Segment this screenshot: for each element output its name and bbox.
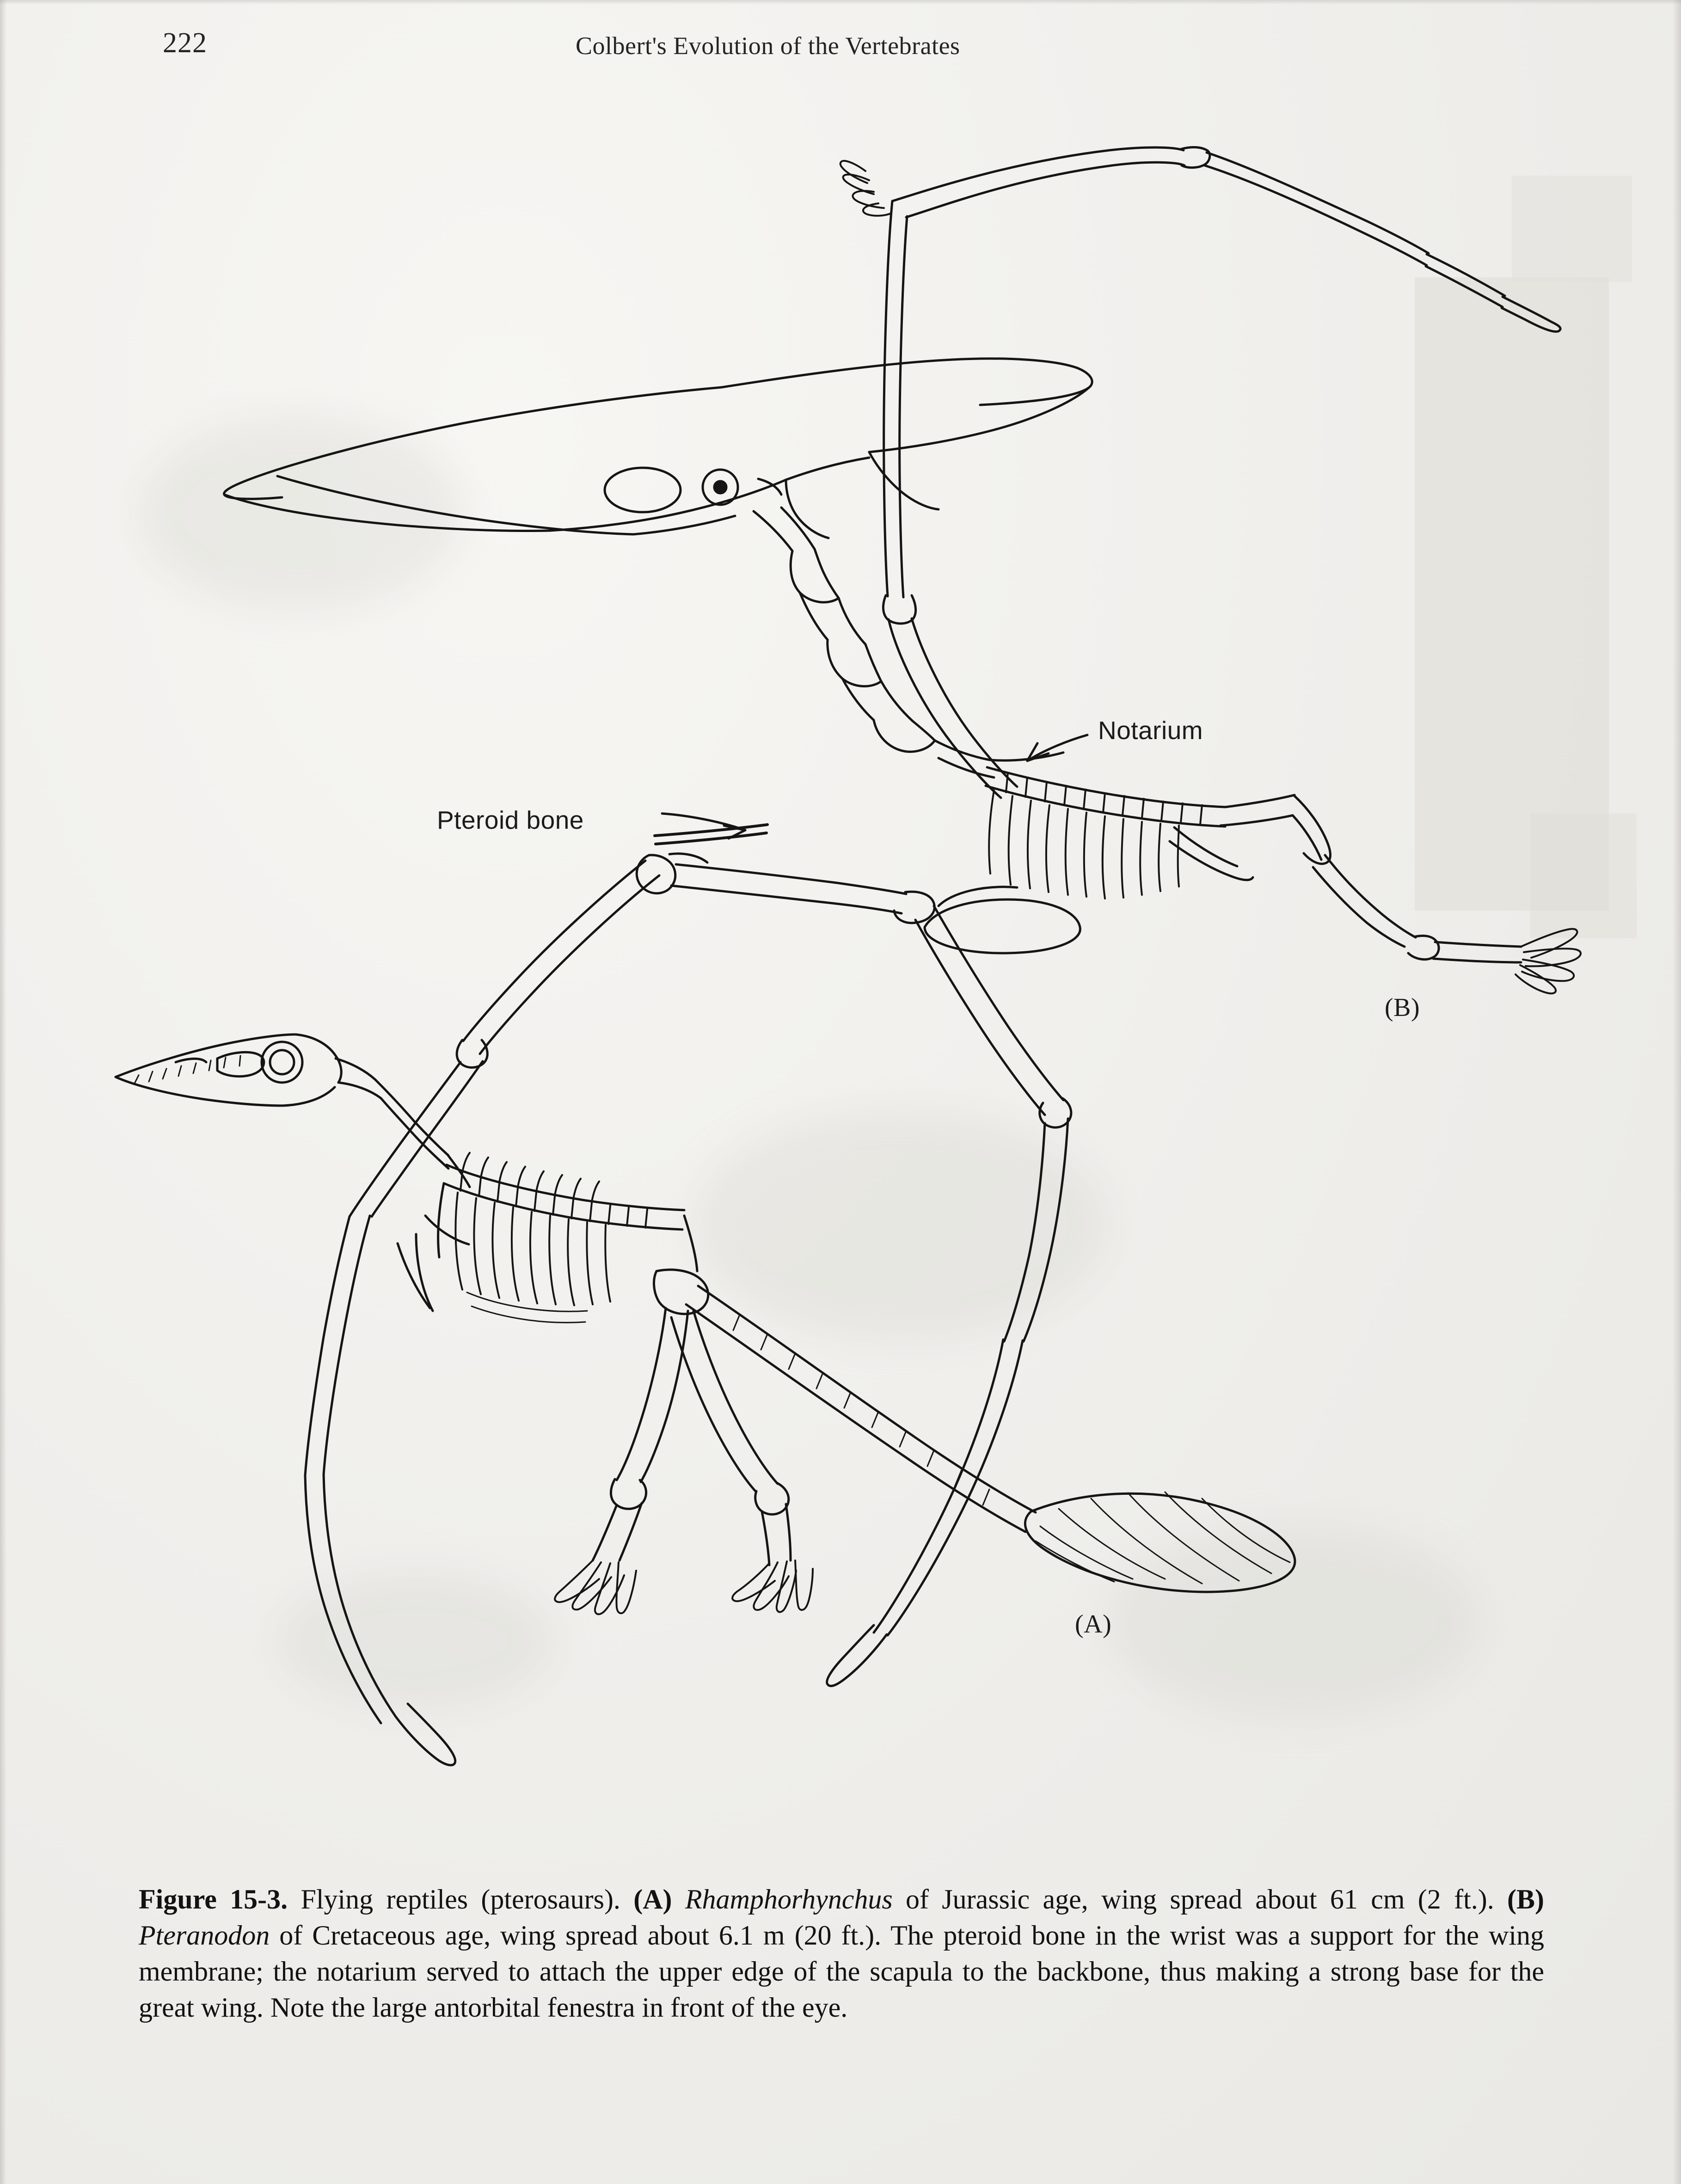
caption-text-b: of Cretaceous age, wing spread about 6.1 m (20 ft.). The pteroid bone in the wrist was a support for the wing membrane; the notarium served to attach the upper edge of the scapula to the backbone, thus making a strong base for the great wing. Note the large antorbital fenestra in front of the eye. <box>139 1920 1544 2023</box>
caption-text-a: of Jurassic age, wing spread about 61 cm (2 ft.). <box>892 1884 1508 1915</box>
pterosaur-skeletons-drawing <box>0 106 1681 1863</box>
caption-tag-a: (A) <box>633 1884 672 1915</box>
rhamphorhynchus-skeleton <box>116 825 1295 1765</box>
caption-tag-b: (B) <box>1507 1884 1545 1915</box>
page-number: 222 <box>163 27 207 59</box>
caption-genus-a: Rhamphorhynchus <box>685 1884 893 1915</box>
running-head: Colbert's Evolution of the Vertebrates <box>576 32 960 60</box>
pteranodon-skeleton <box>224 147 1581 994</box>
annotation-notarium: Notarium <box>1098 716 1203 745</box>
figure-caption <box>139 1881 1544 2025</box>
specimen-label-a: (A) <box>1075 1610 1112 1639</box>
caption-genus-b: Pteranodon <box>139 1920 270 1951</box>
annotation-leaders <box>662 735 1087 838</box>
annotation-pteroid-bone: Pteroid bone <box>437 806 584 834</box>
specimen-label-b: (B) <box>1385 993 1420 1022</box>
figure-illustration <box>0 106 1681 1863</box>
orbit-a <box>262 1042 302 1083</box>
antorbital-fenestra <box>605 468 681 512</box>
scan-edge-top <box>0 0 1681 5</box>
caption-figure-number: Figure 15-3. <box>139 1884 288 1915</box>
caption-lead: Flying reptiles (pterosaurs). <box>288 1884 634 1915</box>
